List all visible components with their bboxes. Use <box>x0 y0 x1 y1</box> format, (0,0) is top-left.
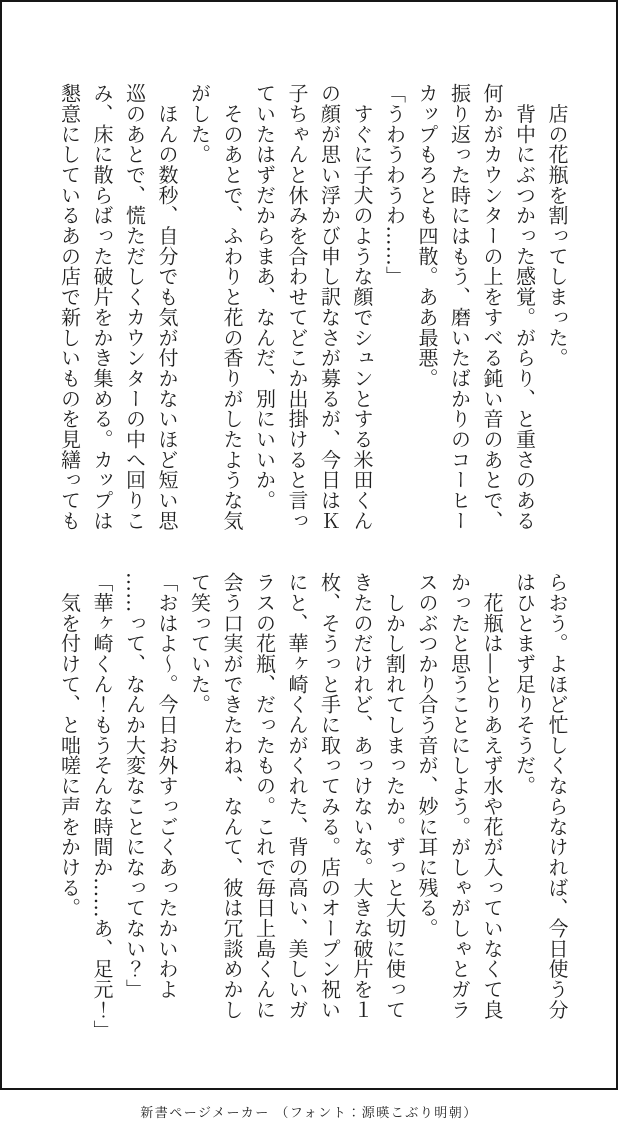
text-line: がした。 <box>187 83 212 165</box>
text-line: しかし割れてしまったか。ずっと大切に使って <box>382 572 407 1020</box>
text-line: 「うわうわうわ……」 <box>382 83 407 287</box>
text-line: らおう。よほど忙しくならなければ、今日使う分 <box>545 572 569 1020</box>
text-line: はひとまず足りそうだ。 <box>512 572 537 796</box>
text-line: ほんの数秒、自分でも気が付かないほど短い思 <box>155 83 179 531</box>
text-line: 枚、そうっと手に取ってみる。店のオープン祝い <box>317 572 342 1020</box>
text-line: かったと思うことにしよう。がしゃがしゃとガラ <box>447 572 472 1020</box>
text-line: にと、華ヶ崎くんがくれた、背の高い、美しいガ <box>285 572 309 1020</box>
text-line: 気を付けて、と咄嗟に声をかける。 <box>57 572 82 918</box>
text-line: て笑っていた。 <box>187 572 212 715</box>
text-band-top <box>53 83 573 531</box>
text-line: ラスの花瓶、だったもの。これで毎日上島くんに <box>252 572 277 1020</box>
text-line: ……って、なんか大変なことになってない？」 <box>122 572 147 1000</box>
text-line: カップもろとも四散。ああ最悪。 <box>415 83 439 389</box>
text-line: 子ちゃんと休みを合わせてどこか出掛けると言っ <box>285 83 309 531</box>
footer-caption: 新書ページメーカー （フォント：源暎こぶり明朝） <box>140 1105 478 1121</box>
text-line: 何かがカウンターの上をすべる鈍い音のあとで、 <box>480 83 504 531</box>
text-line: ていたはずだからまあ、なんだ、別にいいか。 <box>252 83 277 511</box>
text-line: スのぶつかり合う音が、妙に耳に残る。 <box>415 572 439 939</box>
text-line: 花瓶は―とりあえず水や花が入っていなくて良 <box>480 572 504 1020</box>
text-line: 「おはよ〜。今日お外すっごくあったかいわよ <box>155 572 179 1000</box>
text-line: 懇意にしているあの店で新しいものを見繕っても <box>57 83 82 531</box>
text-line: 「華ヶ崎くん！もうそんな時間か……あ、足元！」 <box>90 572 114 1041</box>
text-line: 店の花瓶を割ってしまった。 <box>545 83 569 368</box>
text-line: 巡のあとで、慌ただしくカウンターの中へ回りこ <box>122 83 147 531</box>
text-line: 会う口実ができたわね、なんて、彼は冗談めかし <box>220 572 244 1020</box>
text-line: 振り返った時にはもう、磨いたばかりのコーヒー <box>447 83 472 531</box>
text-band-bottom <box>53 572 573 1040</box>
text-line: そのあとで、ふわりと花の香りがしたような気 <box>220 83 244 531</box>
text-line: の顔が思い浮かび申し訳なさが募るが、今日はＫ <box>317 83 342 531</box>
text-line: きたのだけれど、あっけないな。大きな破片を１ <box>350 572 374 1020</box>
text-line: すぐに子犬のような顔でシュンとする米田くん <box>350 83 374 531</box>
text-line: み、床に散らばった破片をかき集める。カップは <box>90 83 114 531</box>
text-line: 背中にぶつかった感覚。がらり、と重さのある <box>512 83 537 531</box>
